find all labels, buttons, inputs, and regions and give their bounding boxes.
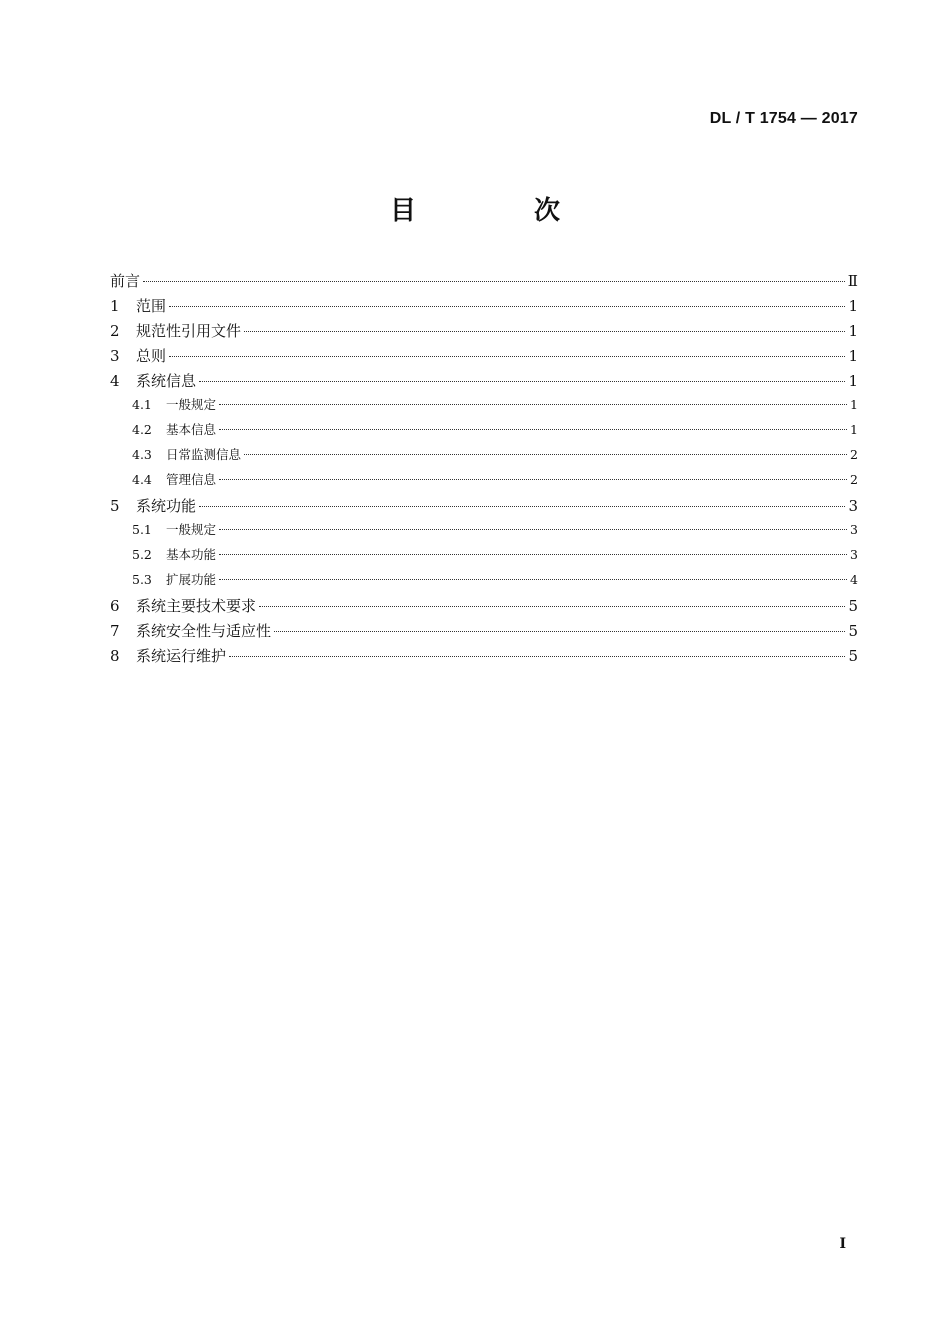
toc-entry-number: 5	[110, 497, 120, 515]
toc-entry[interactable]	[110, 270, 858, 295]
toc-entry-page: 1	[848, 372, 858, 390]
toc-entry[interactable]	[110, 495, 858, 520]
toc-entry-number: 5.1	[132, 522, 152, 537]
toc-subentry[interactable]	[110, 520, 858, 545]
toc-subentry[interactable]	[110, 470, 858, 495]
toc-entry-number: 8	[110, 647, 120, 665]
toc-entry[interactable]	[110, 320, 858, 345]
table-of-contents	[110, 270, 858, 670]
toc-entry-number: 2	[110, 322, 120, 340]
toc-entry-number: 7	[110, 622, 120, 640]
toc-entry-page: 3	[850, 547, 858, 562]
toc-leader-dots	[219, 429, 847, 430]
toc-entry[interactable]	[110, 645, 858, 670]
toc-entry[interactable]	[110, 295, 858, 320]
toc-leader-dots	[244, 454, 847, 455]
toc-entry-label: 系统安全性与适应性	[136, 622, 272, 640]
toc-entry-page: 2	[850, 447, 858, 462]
toc-subentry[interactable]	[110, 445, 858, 470]
toc-leader-dots	[199, 506, 845, 507]
toc-entry-number: 4.4	[132, 472, 152, 487]
toc-entry-label: 规范性引用文件	[136, 322, 242, 340]
toc-entry[interactable]	[110, 620, 858, 645]
standard-code: DL / T 1754 — 2017	[709, 110, 858, 127]
toc-entry-page: 3	[850, 522, 858, 537]
toc-entry-page: 1	[850, 397, 858, 412]
toc-entry-label: 日常监测信息	[166, 447, 242, 462]
page-number: I	[839, 1236, 846, 1252]
toc-leader-dots	[259, 606, 845, 607]
toc-leader-dots	[169, 306, 845, 307]
toc-entry-label: 基本信息	[166, 422, 217, 437]
page-title: 目 次	[389, 196, 606, 226]
toc-leader-dots	[244, 331, 845, 332]
toc-entry-label: 范围	[136, 297, 167, 315]
toc-entry-page: 5	[848, 647, 858, 665]
toc-entry-label: 管理信息	[166, 472, 217, 487]
toc-entry-number: 6	[110, 597, 120, 615]
toc-subentry[interactable]	[110, 395, 858, 420]
toc-entry-page: 4	[850, 572, 858, 587]
toc-subentry[interactable]	[110, 545, 858, 570]
toc-entry-number: 4.1	[132, 397, 152, 412]
toc-entry-label: 扩展功能	[166, 572, 217, 587]
toc-entry-page: 1	[850, 422, 858, 437]
toc-entry-page: 1	[848, 322, 858, 340]
toc-entry-page: 5	[848, 622, 858, 640]
toc-entry-page: 1	[848, 347, 858, 365]
toc-subentry[interactable]	[110, 570, 858, 595]
toc-entry-label: 一般规定	[166, 397, 217, 412]
toc-entry-label: 系统主要技术要求	[136, 597, 257, 615]
toc-entry-label: 系统运行维护	[136, 647, 227, 665]
toc-leader-dots	[219, 404, 847, 405]
toc-entry[interactable]	[110, 370, 858, 395]
toc-entry-number: 4.2	[132, 422, 152, 437]
toc-subentry[interactable]	[110, 420, 858, 445]
toc-leader-dots	[219, 529, 847, 530]
toc-leader-dots	[143, 281, 845, 282]
toc-entry-label: 一般规定	[166, 522, 217, 537]
toc-entry[interactable]	[110, 595, 858, 620]
toc-entry-number: 5.2	[132, 547, 152, 562]
toc-leader-dots	[274, 631, 845, 632]
toc-entry-number: 3	[110, 347, 120, 365]
toc-entry[interactable]	[110, 345, 858, 370]
toc-entry-label: 基本功能	[166, 547, 217, 562]
toc-leader-dots	[219, 579, 847, 580]
toc-leader-dots	[219, 554, 847, 555]
toc-entry-page: 5	[848, 597, 858, 615]
toc-entry-page: 2	[850, 472, 858, 487]
toc-entry-number: 1	[110, 297, 120, 315]
toc-leader-dots	[169, 356, 845, 357]
toc-entry-label: 总则	[136, 347, 167, 365]
toc-entry-page: 3	[848, 497, 858, 515]
toc-entry-page: 1	[848, 297, 858, 315]
toc-leader-dots	[219, 479, 847, 480]
toc-entry-label: 系统信息	[136, 372, 197, 390]
toc-entry-page: Ⅱ	[847, 272, 858, 290]
toc-entry-number: 4	[110, 372, 120, 390]
toc-entry-number: 5.3	[132, 572, 152, 587]
toc-leader-dots	[229, 656, 845, 657]
toc-entry-label: 前言	[110, 272, 141, 290]
toc-leader-dots	[199, 381, 845, 382]
toc-entry-number: 4.3	[132, 447, 152, 462]
toc-entry-label: 系统功能	[136, 497, 197, 515]
